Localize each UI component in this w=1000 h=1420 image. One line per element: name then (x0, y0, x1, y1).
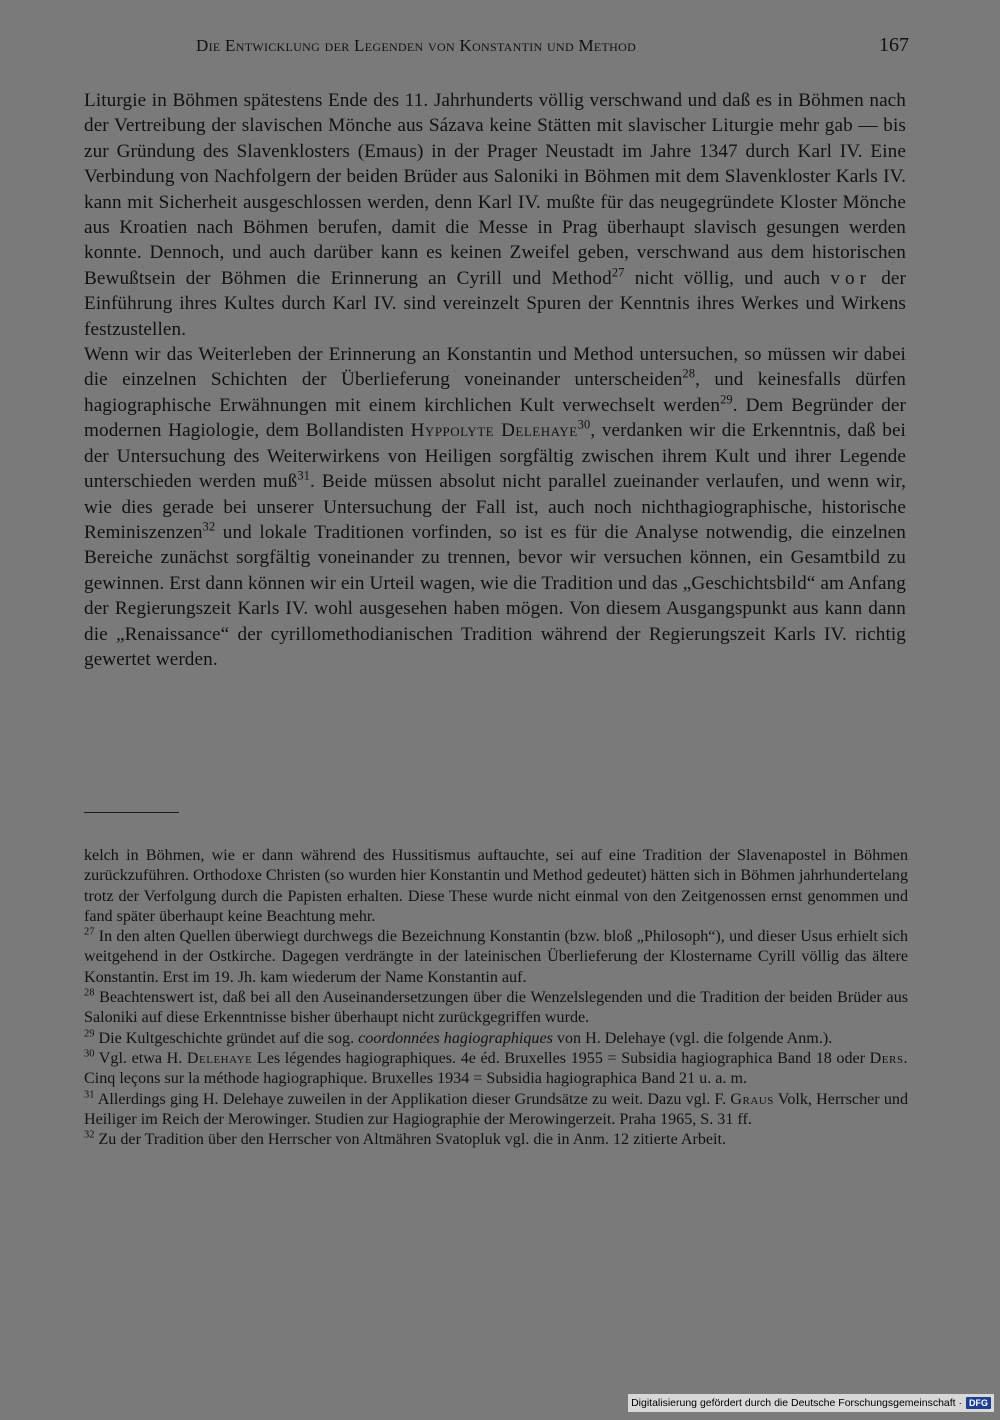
running-title: Die Entwicklung der Legenden von Konstantin und Method (196, 36, 637, 55)
footnote-number: 32 (84, 1129, 95, 1141)
author-name-smallcaps: Graus (730, 1090, 774, 1108)
footnote-text: Les légendes hagiographiques. 4e éd. Bruxelles 1955 = Subsidia hagiographica Band 18 oder (252, 1049, 870, 1067)
footnote-ref-32: 32 (202, 519, 216, 534)
footnote-number: 30 (84, 1048, 95, 1060)
running-header (84, 34, 909, 62)
footnote-number: 31 (84, 1089, 95, 1101)
page-number: 167 (879, 34, 909, 56)
text-run: , und keinesfalls dürfen hagiographische Erwähnungen mit einem kirchlichen Kult verwechselt werden (84, 369, 907, 416)
footnote-ref-27: 27 (611, 265, 625, 280)
footnote-text: Beachtenswert ist, daß bei all den Auseinandersetzungen über die Wenzelslegenden und die Tradition der beiden Brüder aus Saloniki auf diese Erkenntnisse bisher überhaupt nicht zurückgegriffen wurde. (84, 989, 908, 1027)
author-name-smallcaps: Hyppolyte Delehaye (410, 420, 578, 442)
footnote-text: von H. Delehaye (vgl. die folgende Anm.). (552, 1029, 833, 1047)
text-run: der Einführung ihres Kultes durch Karl IV. sind vereinzelt Spuren der Kenntnis ihres Werkes und Wirkens festzustellen. (84, 267, 906, 340)
footnote-27 (84, 927, 908, 988)
footnote-30 (84, 1049, 908, 1090)
text-run: Wenn wir das Weiterleben der Erinnerung an Konstantin und Method untersuchen, so müssen wir dabei die einzelnen Schichten der Überlieferung voneinander unterscheiden (84, 344, 906, 391)
digitization-credit (628, 1394, 994, 1412)
footnote-text: Allerdings ging H. Delehaye zuweilen in der Applikation dieser Grundsätze zu weit. Dazu vgl. F. (94, 1090, 731, 1108)
footnote-number: 28 (84, 987, 95, 999)
footnote-ref-29: 29 (720, 392, 733, 407)
main-text (84, 88, 906, 672)
footnote-text: Volk, Herrscher und Heiliger im Reich der Merowinger. Studien zur Hagiographie der Merowingerzeit. Praha 1965, S. 31 ff. (84, 1090, 909, 1128)
paragraph-2 (84, 342, 906, 672)
text-run: , verdanken wir die Erkenntnis, daß bei der Untersuchung des Weiterwirkens von Heiligen sorgfältig zwischen ihrem Kult und ihrer Legende unterschieden werden muß (84, 420, 906, 493)
author-name-smallcaps: Ders. (869, 1049, 908, 1067)
text-run: und lokale Traditionen vorfinden, so ist es für die Analyse notwendig, die einzelnen Bereiche zunächst sorgfältig voneinander zu trennen, bevor wir versuchen können, ein Gesamtbild zu gewinnen. Erst dann können wir ein Urteil wagen, wie die Tradition und das „Geschichtsbild“ am Anfang der Regierungszeit Karls IV. wohl ausgesehen haben mögen. Von diesem Ausgangspunkt aus kann dann die „Renaissance“ der cyrillomethodianischen Tradition während der Regierungszeit Karls IV. richtig gewertet werden. (84, 521, 906, 670)
footnote-32 (84, 1130, 908, 1150)
footnote-28 (84, 988, 908, 1029)
footnote-31 (84, 1090, 908, 1131)
footnote-separator (84, 812, 179, 813)
footnote-text: Die Kultgeschichte gründet auf die sog. (94, 1029, 359, 1047)
text-run: . Beide müssen absolut nicht parallel zueinander verlaufen, und wenn wir, wie dies gerade bei unserer Untersuchung der Fall ist, auch noch nichthagiographische, historische Reminiszenzen (84, 471, 907, 543)
footnote-number: 29 (84, 1028, 95, 1040)
footnote-ref-31: 31 (297, 468, 310, 483)
paragraph-1 (84, 88, 906, 342)
dfg-logo-icon: DFG (966, 1397, 991, 1409)
italic-term: coordonnées hagiographiques (358, 1029, 553, 1047)
footnote-ref-28: 28 (682, 367, 696, 382)
footnote-number: 27 (84, 926, 95, 938)
footnote-ref-30: 30 (577, 417, 591, 432)
footnote-29 (84, 1029, 908, 1049)
footnotes (84, 846, 908, 1150)
author-name-smallcaps: Delehaye (186, 1049, 253, 1067)
text-run: . Dem Begründer der modernen Hagiologie, dem Bollandisten (84, 394, 906, 442)
footnote-text: Cinq leçons sur la méthode hagiographique. Bruxelles 1934 = Subsidia hagiographica Band 21 u. a. m. (84, 1070, 747, 1088)
credit-text: Digitalisierung gefördert durch die Deutsche Forschungsgemeinschaft · (631, 1397, 962, 1409)
spaced-emphasis: vor (830, 267, 871, 289)
footnote-text: Zu der Tradition über den Herrscher von Altmähren Svatopluk vgl. die in Anm. 12 zitierte Arbeit. (94, 1131, 727, 1149)
footnote-text: In den alten Quellen überwiegt durchwegs die Bezeichnung Konstantin (bzw. bloß „Philosoph“), und dieser Usus erhielt sich weitgehend in der Ostkirche. Dagegen verdrängte in der lateinischen Überlieferung der Klostername Cyrill völlig das ältere Konstantin. Erst im 19. Jh. kam wiederum der Name Konstantin auf. (84, 928, 908, 986)
text-run: Liturgie in Böhmen spätestens Ende des 11. Jahrhunderts völlig verschwand und daß es in Böhmen nach der Vertreibung der slavischen Mönche aus Sázava keine Stätten mit slavischer Liturgie mehr gab — bis zur Gründung des Slavenklosters (Emaus) in der Prager Neustadt im Jahre 1347 durch Karl IV. Eine Verbindung von Nachfolgern der beiden Brüder aus Saloniki in Böhmen mit dem Slavenkloster Karls IV. kann mit Sicherheit ausgeschlossen werden, denn Karl IV. mußte für das neugegründete Kloster Mönche aus Kroatien nach Böhmen berufen, damit die Messe in Prag überhaupt slavisch gesungen werden konnte. Dennoch, und auch darüber kann es keinen Zweifel geben, verschwand aus dem historischen Bewußtsein der Böhmen die Erinnerung an Cyrill und Method (84, 90, 906, 289)
footnote-text: Vgl. etwa H. (94, 1049, 187, 1067)
text-run: nicht völlig, und auch (624, 267, 831, 289)
footnote-continuation: kelch in Böhmen, wie er dann während des Hussitismus auftauchte, sei auf eine Tradition der Slavenapostel in Böhmen zurückzuführen. Orthodoxe Christen (so wurden hier Konstantin und Method gedeutet) hätten sich in Böhmen jahrhundertelang trotz der Verfolgung durch die Papisten erhalten. Diese These wurde nicht einmal von den Zeitgenossen ernst genommen und fand später überhaupt keine Beachtung mehr. (84, 847, 908, 925)
